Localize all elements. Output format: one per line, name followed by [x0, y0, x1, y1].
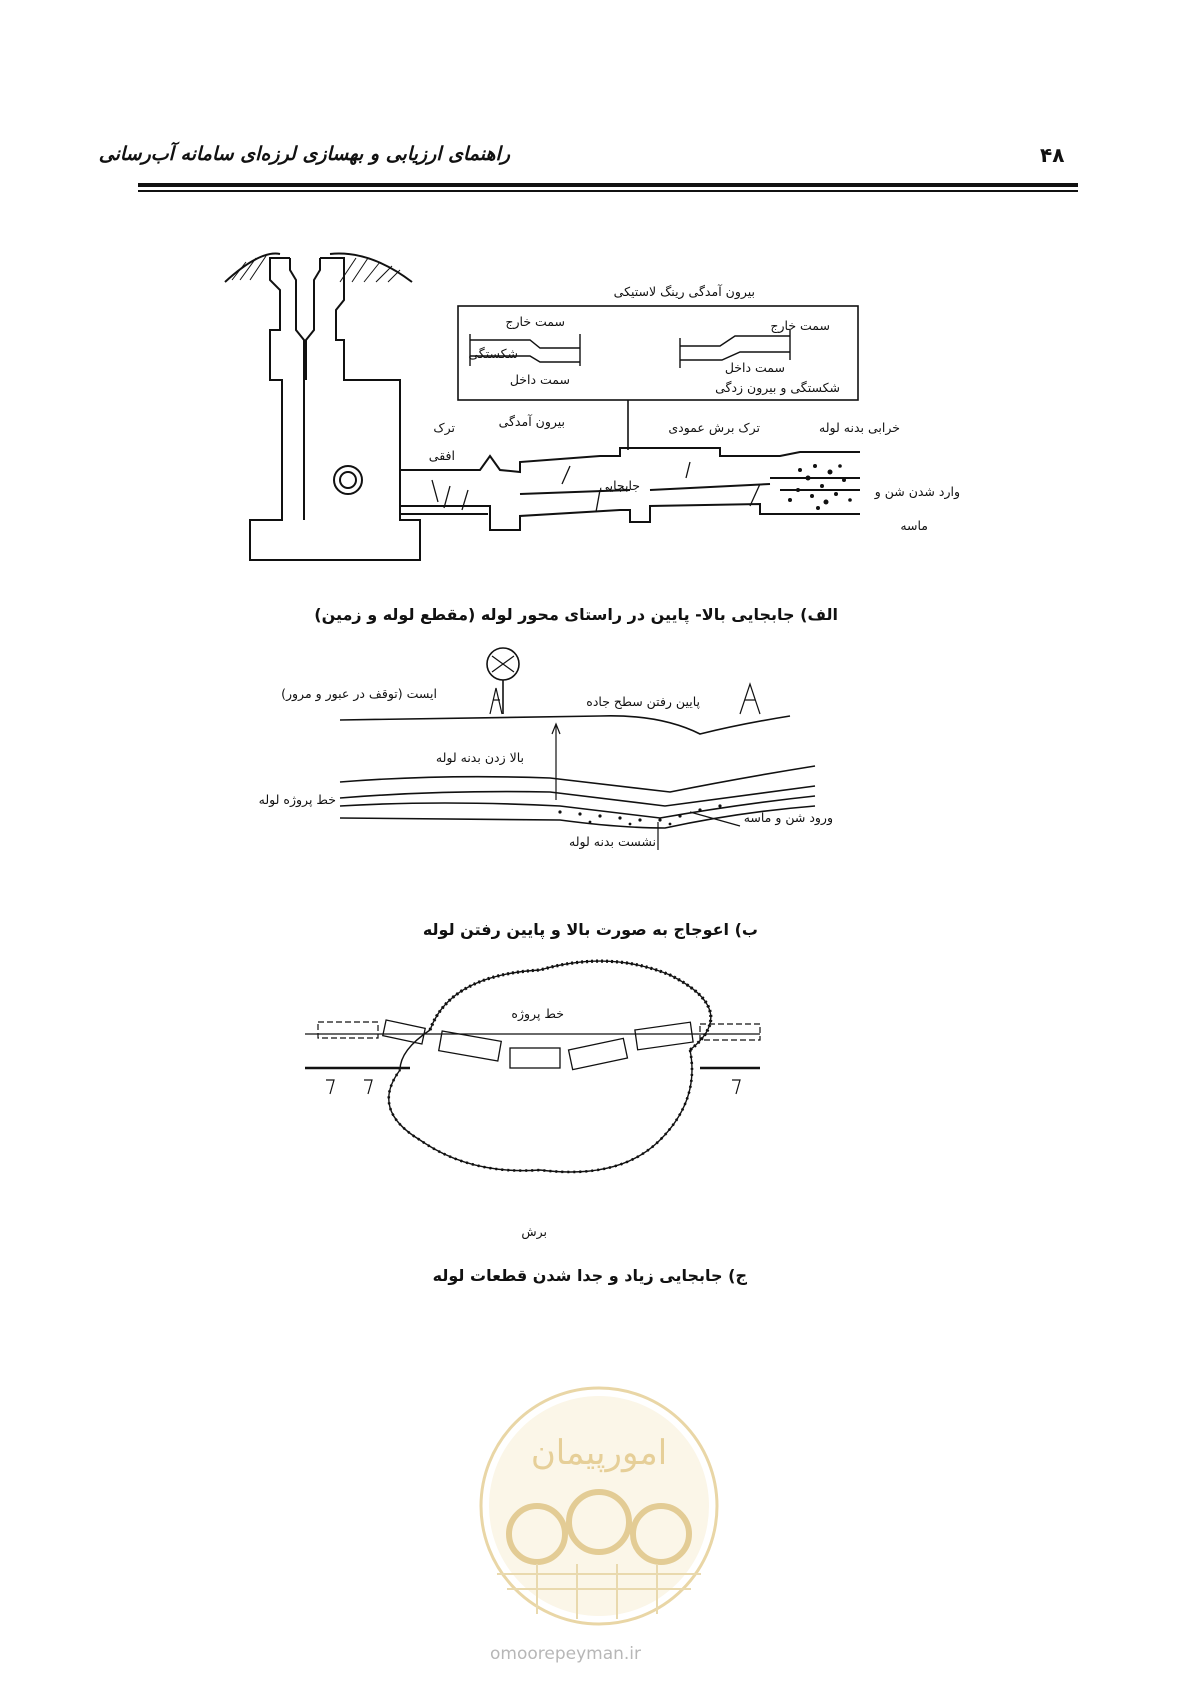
label-outside-2: سمت خارج: [770, 318, 830, 333]
label-inside-2: سمت داخل: [724, 360, 785, 375]
running-header-title: راهنمای ارزیابی و بهسازی لرزه‌ای سامانه آب‌رسانی: [98, 143, 510, 165]
watermark-site: omoorepeyman.ir: [490, 1644, 642, 1664]
watermark-logo: [477, 1384, 721, 1628]
label-project-line-b: خط پروژه لوله: [258, 792, 336, 807]
label-pipe-settle: نشست بدنه لوله: [569, 834, 656, 849]
label-vertical-shear-crack: ترک برش عمودی: [668, 420, 760, 435]
label-gravel-entry-b: ورود شن و ماسه: [743, 810, 833, 825]
label-rubber-ring: بیرون آمدگی رینگ لاستیکی: [613, 284, 755, 299]
label-gravel-entry-2: ماسه: [900, 518, 928, 533]
label-section: برش: [521, 1224, 547, 1239]
caption-figure-a: الف) جابجایی بالا- پایین در راستای محور لوله (مقطع لوله و زمین): [314, 605, 838, 624]
label-crack: ترک: [433, 420, 455, 435]
caption-figure-c: ج) جابجایی زیاد و جدا شدن قطعات لوله: [432, 1266, 747, 1285]
label-displacement: جابجایی: [599, 478, 640, 493]
label-horizontal: افقی: [428, 448, 455, 463]
label-protrusion: بیرون آمدگی: [498, 414, 565, 429]
watermark-logo-text: امورپیمان: [530, 1433, 668, 1473]
label-inside-1: سمت داخل: [509, 372, 570, 387]
label-gravel-entry-1: وارد شدن شن و: [874, 484, 960, 499]
label-project-line-c: خط پروژه: [511, 1006, 564, 1021]
label-outside-1: سمت خارج: [505, 314, 565, 329]
label-broken: شکستگی: [468, 346, 518, 361]
label-broken-protrude: شکستگی و بیرون زدگی: [715, 380, 840, 395]
label-stop: ایست (توقف در عبور و مرور): [281, 686, 437, 701]
label-pipe-rise: بالا زدن بدنه لوله: [435, 750, 524, 765]
page-number: ۴۸: [1040, 143, 1065, 167]
label-pipe-body-damage: خرابی بدنه لوله: [819, 420, 900, 435]
label-road-drop: پایین رفتن سطح جاده: [586, 694, 700, 709]
caption-figure-b: ب) اعوجاج به صورت بالا و پایین رفتن لوله: [422, 920, 758, 939]
